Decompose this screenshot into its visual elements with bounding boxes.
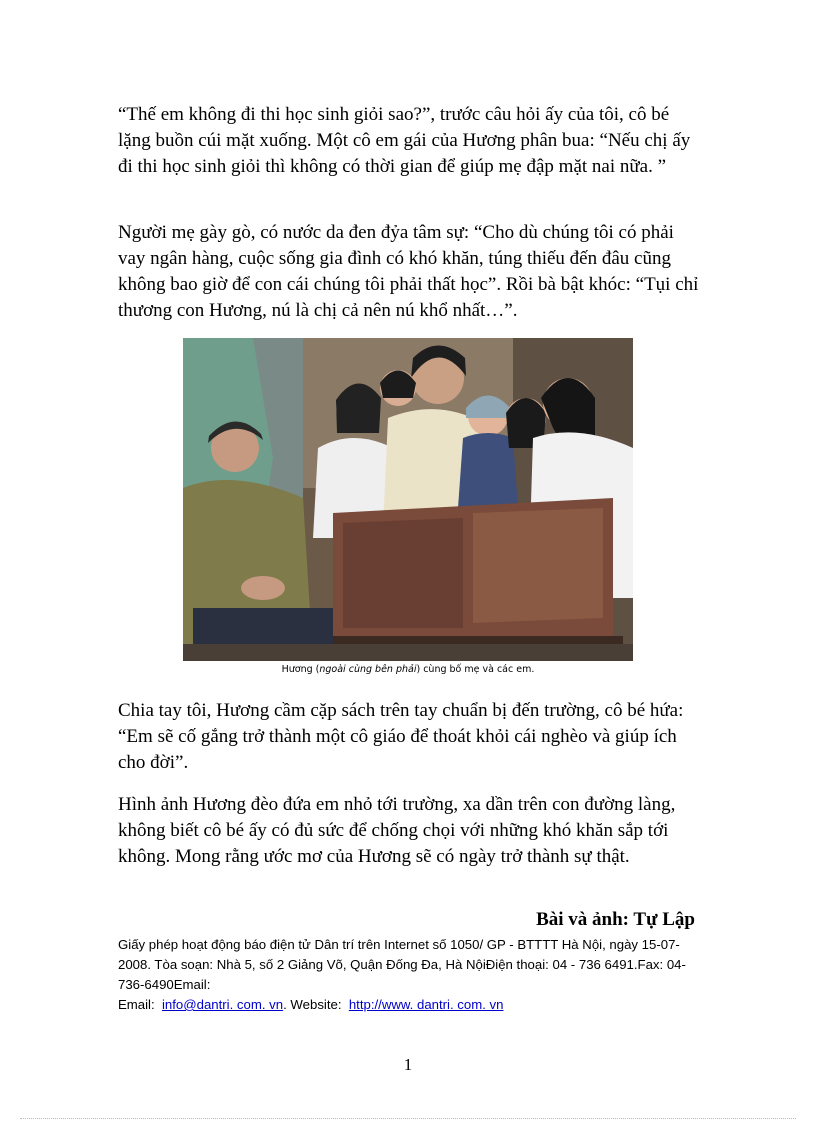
footer-email-label: Email: <box>118 997 155 1012</box>
caption-prefix: Hương ( <box>281 664 320 675</box>
byline <box>536 909 695 931</box>
paragraph-1: “Thế em không đi thi học sinh giỏi sao?”, trước câu hỏi ấy của tôi, cô bé lặng buồn cúi mặt xuống. Một cô em gái của Hương phân bua: “Nếu chị ấy đi thi học sinh giỏi thì không có thời gian để giúp mẹ đập mặt nai nữa. ” <box>118 104 691 177</box>
email-link[interactable]: info@dantri. com. vn <box>161 997 284 1012</box>
paragraph-2: Người mẹ gày gò, có nước da đen đỷa tâm sự: “Cho dù chúng tôi có phải vay ngân hàng, cuộc sống gia đình có khó khăn, túng thiếu đến đâu cũng không bao giờ để con cái chúng tôi phải thất học”. Rồi bà bật khóc: “Tụi chỉ thương con Hương, nú là chị cả nên nú khổ nhất…”. <box>118 222 699 321</box>
caption-suffix: ) cùng bố mẹ và các em. <box>416 664 535 675</box>
paragraph-4: Hình ảnh Hương đèo đứa em nhỏ tới trường, xa dần trên con đường làng, không biết cô bé ấy có đủ sức để chống chọi với những khó khăn sắp tới không. Mong rằng ước mơ của Hương sẽ có ngày trở thành sự thật. <box>118 794 676 867</box>
family-photo <box>183 338 633 661</box>
byline-author: Tự Lập <box>633 909 695 930</box>
footer-website-label: . Website: <box>283 997 342 1012</box>
page-number: 1 <box>403 1055 413 1074</box>
publisher-footer <box>118 935 708 1015</box>
caption-italic: ngoài cùng bên phải <box>319 664 417 675</box>
photo-caption <box>183 664 633 675</box>
website-link[interactable]: http://www. dantri. com. vn <box>348 997 504 1012</box>
paragraph-3: Chia tay tôi, Hương cầm cặp sách trên tay chuẩn bị đến trường, cô bé hứa: “Em sẽ cố gắng trở thành một cô giáo để thoát khỏi cái nghèo và giúp ích cho đời”. <box>118 700 684 773</box>
footer-license-text: Giấy phép hoạt động báo điện tử Dân trí trên Internet số 1050/ GP - BTTTT Hà Nội, ngày 15-07-2008. Tòa soạn: Nhà 5, số 2 Giảng Võ, Quận Đống Đa, Hà NộiĐiện thoại: 04 - 736 6491.Fax: 04-736-6490Email: <box>118 937 686 992</box>
byline-label: Bài và ảnh: <box>536 909 629 930</box>
page-divider <box>20 1118 796 1119</box>
